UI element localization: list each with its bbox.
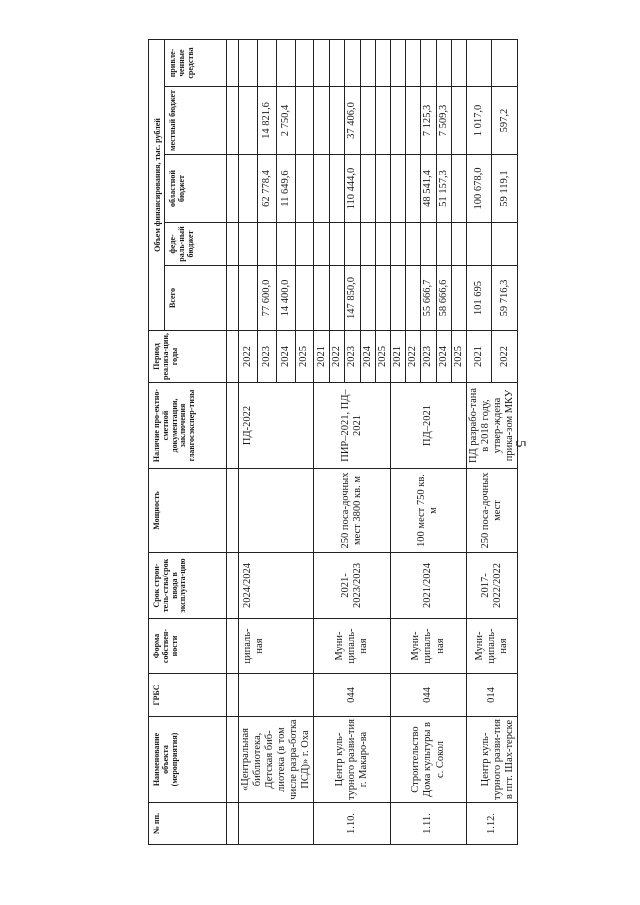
object-documentation: ПД-2022 bbox=[239, 383, 314, 469]
object-capacity bbox=[239, 469, 314, 553]
attracted-cell bbox=[406, 40, 421, 87]
local-cell: 2 750,4 bbox=[276, 87, 295, 155]
attracted-cell bbox=[257, 40, 276, 87]
header-ownership: Форма собствен-ности bbox=[149, 619, 227, 674]
local-cell bbox=[295, 87, 314, 155]
total-cell: 55 666,7 bbox=[421, 266, 436, 331]
object-capacity: 100 мест 750 кв. м bbox=[391, 469, 466, 553]
year-cell: 2023 bbox=[257, 331, 276, 383]
financing-table bbox=[148, 39, 518, 845]
total-cell bbox=[360, 266, 375, 331]
federal-cell bbox=[239, 223, 258, 266]
object-documentation: ПИР–2021, ПД–2021 bbox=[314, 383, 391, 469]
header-regional: областной бюджет bbox=[165, 155, 227, 223]
object-ownership: Муни-ципаль-ная bbox=[466, 619, 517, 674]
object-grbs: 014 bbox=[466, 674, 517, 717]
year-cell: 2023 bbox=[345, 331, 360, 383]
total-cell: 101 695 bbox=[466, 266, 492, 331]
object-grbs bbox=[239, 674, 314, 717]
year-cell: 2023 bbox=[421, 331, 436, 383]
regional-cell bbox=[375, 155, 390, 223]
attracted-cell bbox=[451, 40, 466, 87]
attracted-cell bbox=[276, 40, 295, 87]
year-cell: 2024 bbox=[436, 331, 451, 383]
federal-cell bbox=[257, 223, 276, 266]
regional-cell bbox=[295, 155, 314, 223]
regional-cell: 62 778,4 bbox=[257, 155, 276, 223]
attracted-cell bbox=[329, 40, 344, 87]
header-grbs: ГРБС bbox=[149, 674, 227, 717]
regional-cell: 110 444,0 bbox=[345, 155, 360, 223]
total-cell: 58 666,6 bbox=[436, 266, 451, 331]
local-cell bbox=[451, 87, 466, 155]
local-cell bbox=[314, 87, 329, 155]
object-name: «Центральная библиотека, Детская биб-лиотека (в том числе разра-ботка ПСД)» г. Оха bbox=[239, 717, 314, 803]
header-name: Наименование объекта (мероприятия) bbox=[149, 717, 227, 803]
attracted-cell bbox=[492, 40, 518, 87]
year-cell: 2021 bbox=[466, 331, 492, 383]
federal-cell bbox=[314, 223, 329, 266]
spacer-row bbox=[227, 40, 239, 845]
year-cell: 2022 bbox=[329, 331, 344, 383]
local-cell: 7 125,3 bbox=[421, 87, 436, 155]
object-documentation: ПД–2021 bbox=[391, 383, 466, 469]
attracted-cell bbox=[239, 40, 258, 87]
object-name: Строительство Дома культуры в с. Сокол bbox=[391, 717, 466, 803]
total-cell bbox=[239, 266, 258, 331]
header-no: № пп. bbox=[149, 803, 227, 845]
regional-cell bbox=[391, 155, 406, 223]
local-cell: 1 017,0 bbox=[466, 87, 492, 155]
regional-cell: 11 649,6 bbox=[276, 155, 295, 223]
year-cell: 2021 bbox=[391, 331, 406, 383]
year-cell: 2025 bbox=[375, 331, 390, 383]
regional-cell bbox=[360, 155, 375, 223]
object-name: Центр куль-турного разви-тия г. Макаро-ва bbox=[314, 717, 391, 803]
regional-cell bbox=[406, 155, 421, 223]
federal-cell bbox=[295, 223, 314, 266]
year-cell: 2022 bbox=[239, 331, 258, 383]
total-cell: 77 600,0 bbox=[257, 266, 276, 331]
local-cell bbox=[329, 87, 344, 155]
regional-cell bbox=[329, 155, 344, 223]
object-name: Центр куль-турного разви-тия в пгт. Шах-терске bbox=[466, 717, 517, 803]
header-period: Период реализа-ции, годы bbox=[149, 331, 227, 383]
header-construction-period: Срок строи-тель-ства/срок ввода в эксплуата-цию bbox=[149, 553, 227, 619]
attracted-cell bbox=[466, 40, 492, 87]
total-cell bbox=[406, 266, 421, 331]
object-grbs: 044 bbox=[314, 674, 391, 717]
regional-cell bbox=[314, 155, 329, 223]
federal-cell bbox=[391, 223, 406, 266]
object-construction-period: 2021-2023/2023 bbox=[314, 553, 391, 619]
object-number bbox=[239, 803, 314, 845]
attracted-cell bbox=[360, 40, 375, 87]
total-cell bbox=[391, 266, 406, 331]
federal-cell bbox=[276, 223, 295, 266]
attracted-cell bbox=[295, 40, 314, 87]
attracted-cell bbox=[391, 40, 406, 87]
regional-cell: 100 678,0 bbox=[466, 155, 492, 223]
total-cell bbox=[314, 266, 329, 331]
local-cell bbox=[406, 87, 421, 155]
object-construction-period: 2024/2024 bbox=[239, 553, 314, 619]
year-cell: 2021 bbox=[314, 331, 329, 383]
page-number: 5 bbox=[512, 440, 528, 448]
year-cell: 2025 bbox=[451, 331, 466, 383]
local-cell: 597,2 bbox=[492, 87, 518, 155]
local-cell bbox=[239, 87, 258, 155]
federal-cell bbox=[375, 223, 390, 266]
attracted-cell bbox=[375, 40, 390, 87]
total-cell: 59 716,3 bbox=[492, 266, 518, 331]
federal-cell bbox=[406, 223, 421, 266]
table-row bbox=[391, 40, 406, 845]
object-construction-period: 2017-2022/2022 bbox=[466, 553, 517, 619]
table-row bbox=[239, 40, 258, 845]
total-cell bbox=[451, 266, 466, 331]
object-number: 1.11. bbox=[391, 803, 466, 845]
year-cell: 2022 bbox=[492, 331, 518, 383]
regional-cell: 51 157,3 bbox=[436, 155, 451, 223]
attracted-cell bbox=[314, 40, 329, 87]
header-documentation: Наличие про-ектно-сметной документации, заключения главгосэкспер-тизы bbox=[149, 383, 227, 469]
total-cell: 147 850,0 bbox=[345, 266, 360, 331]
federal-cell bbox=[329, 223, 344, 266]
federal-cell bbox=[436, 223, 451, 266]
header-capacity: Мощность bbox=[149, 469, 227, 553]
regional-cell: 48 541,4 bbox=[421, 155, 436, 223]
total-cell bbox=[295, 266, 314, 331]
object-construction-period: 2021/2024 bbox=[391, 553, 466, 619]
object-number: 1.10. bbox=[314, 803, 391, 845]
attracted-cell bbox=[436, 40, 451, 87]
attracted-cell bbox=[345, 40, 360, 87]
local-cell bbox=[391, 87, 406, 155]
total-cell bbox=[375, 266, 390, 331]
local-cell bbox=[360, 87, 375, 155]
federal-cell bbox=[360, 223, 375, 266]
local-cell: 14 821,6 bbox=[257, 87, 276, 155]
year-cell: 2024 bbox=[276, 331, 295, 383]
regional-cell bbox=[239, 155, 258, 223]
object-ownership: Муни-ципаль-ная bbox=[391, 619, 466, 674]
local-cell: 7 509,3 bbox=[436, 87, 451, 155]
object-capacity: 250 поса-дочных мест bbox=[466, 469, 517, 553]
header-total: Всего bbox=[165, 266, 227, 331]
year-cell: 2024 bbox=[360, 331, 375, 383]
object-capacity: 250 поса-дочных мест 3800 кв. м bbox=[314, 469, 391, 553]
year-cell: 2022 bbox=[406, 331, 421, 383]
object-grbs: 044 bbox=[391, 674, 466, 717]
federal-cell bbox=[466, 223, 492, 266]
rotated-table-sheet bbox=[148, 40, 515, 845]
object-ownership: ципаль-ная bbox=[239, 619, 314, 674]
header-local: местный бюджет bbox=[165, 87, 227, 155]
year-cell: 2025 bbox=[295, 331, 314, 383]
total-cell bbox=[329, 266, 344, 331]
federal-cell bbox=[421, 223, 436, 266]
table-row bbox=[314, 40, 329, 845]
header-financing: Объем финансирования, тыс. рублей bbox=[149, 40, 165, 331]
header-federal: феде-раль-ный бюджет bbox=[165, 223, 227, 266]
object-number: 1.12. bbox=[466, 803, 517, 845]
object-ownership: Муни-ципаль-ная bbox=[314, 619, 391, 674]
total-cell: 14 400,0 bbox=[276, 266, 295, 331]
local-cell bbox=[375, 87, 390, 155]
regional-cell bbox=[451, 155, 466, 223]
header-attracted: привле-ченные средства bbox=[165, 40, 227, 87]
local-cell: 37 406,0 bbox=[345, 87, 360, 155]
regional-cell: 59 119,1 bbox=[492, 155, 518, 223]
attracted-cell bbox=[421, 40, 436, 87]
federal-cell bbox=[492, 223, 518, 266]
federal-cell bbox=[451, 223, 466, 266]
federal-cell bbox=[345, 223, 360, 266]
table-row bbox=[466, 40, 492, 845]
object-documentation: ПД разрабо-тана в 2018 году, утвер-ждена прика-зом МКУ bbox=[466, 383, 517, 469]
